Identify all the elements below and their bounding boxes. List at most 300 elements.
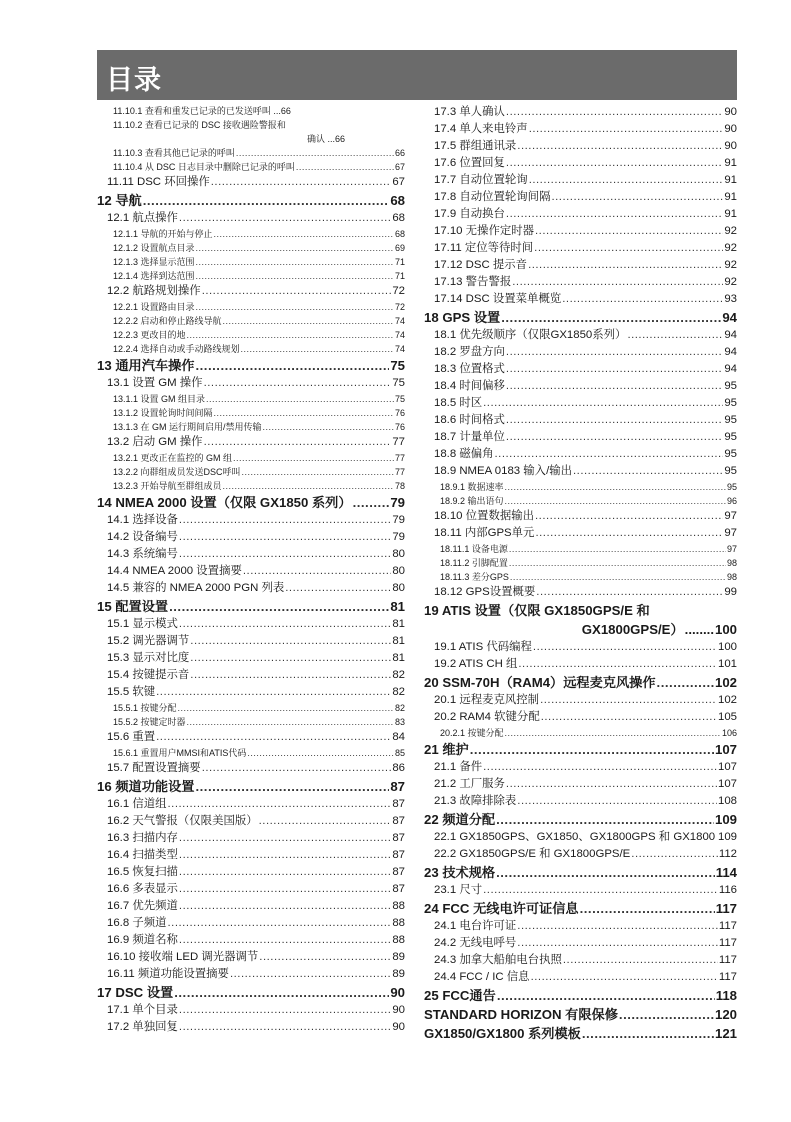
toc-chapter-entry[interactable]: [424, 1005, 737, 1024]
toc-entry-page: 66: [280, 106, 291, 116]
toc-entry-title: 13.2.3 开始导航至群组成员: [113, 481, 222, 491]
toc-entry[interactable]: [97, 434, 405, 451]
toc-chapter-entry[interactable]: [97, 356, 405, 375]
toc-entry-page: 90: [392, 1004, 405, 1016]
toc-entry-page: 72: [394, 302, 405, 312]
toc-chapter-entry[interactable]: [97, 777, 405, 796]
toc-dot-leader: [179, 830, 391, 847]
toc-entry-continuation[interactable]: [424, 620, 737, 639]
toc-entry-title: 17.13 警告警报: [434, 276, 512, 288]
toc-entry[interactable]: [97, 633, 405, 650]
toc-entry[interactable]: [424, 446, 737, 463]
toc-entry[interactable]: [424, 172, 737, 189]
toc-entry-title: 18.5 时区: [434, 397, 483, 409]
toc-entry-page: 117: [718, 954, 737, 966]
toc-entry[interactable]: [424, 361, 737, 378]
toc-entry-title: 14.2 设备编号: [107, 531, 178, 543]
toc-entry-page: 87: [392, 883, 405, 895]
toc-entry[interactable]: [97, 580, 405, 597]
toc-entry[interactable]: [97, 684, 405, 701]
toc-dot-leader: [517, 935, 718, 952]
toc-dot-leader: [540, 692, 717, 709]
toc-dot-leader: [156, 684, 391, 701]
toc-chapter-entry[interactable]: [424, 810, 737, 829]
toc-entry[interactable]: [97, 729, 405, 746]
toc-entry[interactable]: [97, 406, 405, 420]
toc-dot-leader: [168, 796, 392, 813]
toc-entry-page: 81: [392, 635, 405, 647]
toc-entry[interactable]: [424, 656, 737, 673]
toc-dot-leader: [535, 508, 723, 525]
toc-entry-page: 87: [392, 798, 405, 810]
toc-entry-page: 95: [724, 397, 737, 409]
toc-chapter-entry[interactable]: [424, 740, 737, 759]
toc-entry[interactable]: [97, 1002, 405, 1019]
toc-entry-page: 88: [392, 917, 405, 929]
toc-entry[interactable]: [97, 269, 405, 283]
toc-entry[interactable]: [97, 210, 405, 227]
toc-entry-title: 20.2.1 按键分配: [440, 728, 504, 738]
toc-dot-leader: [169, 597, 389, 616]
toc-entry-page: 97: [724, 527, 737, 539]
toc-chapter-entry[interactable]: [97, 983, 405, 1002]
toc-dot-leader: [143, 191, 390, 210]
toc-entry[interactable]: [97, 160, 405, 174]
toc-entry[interactable]: [97, 847, 405, 864]
toc-entry[interactable]: [97, 746, 405, 760]
toc-entry[interactable]: [97, 420, 405, 434]
toc-entry-title: 12 导航: [97, 193, 142, 208]
toc-dot-leader: [190, 667, 391, 684]
toc-entry-page: 81: [392, 652, 405, 664]
toc-entry-title: 15.7 配置设置摘要: [107, 762, 201, 774]
toc-dot-leader: [196, 241, 394, 255]
toc-dot-leader: [230, 966, 391, 983]
toc-entry-page: 75: [392, 377, 405, 389]
toc-entry[interactable]: [424, 759, 737, 776]
toc-entry[interactable]: [97, 1019, 405, 1036]
toc-dot-leader: [657, 673, 714, 692]
toc-entry[interactable]: [97, 328, 405, 342]
toc-entry-page: 87: [392, 832, 405, 844]
toc-dot-leader: [506, 104, 723, 121]
toc-entry[interactable]: [424, 829, 737, 846]
toc-entry-title: 15.3 显示对比度: [107, 652, 190, 664]
toc-entry[interactable]: [97, 479, 405, 493]
toc-entry[interactable]: [424, 480, 737, 494]
toc-entry-page: 66: [394, 148, 405, 158]
toc-entry-page: 98: [726, 572, 737, 582]
toc-entry[interactable]: [424, 257, 737, 274]
toc-entry[interactable]: [97, 283, 405, 300]
toc-entry-page: 89: [392, 951, 405, 963]
toc-entry[interactable]: [97, 650, 405, 667]
toc-entry-title: 18.7 计量单位: [434, 431, 505, 443]
toc-dot-leader: [496, 863, 715, 882]
toc-entry[interactable]: [424, 223, 737, 240]
toc-dot-leader: [685, 620, 714, 639]
toc-entry-page: 91: [724, 157, 737, 169]
toc-entry-page: 68: [394, 229, 405, 239]
toc-dot-leader: [223, 479, 394, 493]
toc-entry-page: 84: [392, 731, 405, 743]
toc-entry-title: 22 频道分配: [424, 812, 496, 827]
toc-entry[interactable]: [424, 463, 737, 480]
toc-entry-page: 95: [726, 482, 737, 492]
toc-entry-page: 77: [392, 436, 405, 448]
toc-entry[interactable]: [424, 395, 737, 412]
toc-chapter-entry[interactable]: [424, 601, 737, 620]
toc-dot-leader: [529, 121, 724, 138]
toc-entry-page: 82: [394, 703, 405, 713]
toc-entry-title: 11.10.2 查看已记录的 DSC 接收遇险警报和: [113, 120, 286, 130]
toc-entry-page: 112: [718, 848, 737, 860]
toc-dot-leader: [223, 314, 394, 328]
toc-entry-title: 15.1 显示模式: [107, 618, 178, 630]
toc-dot-leader: [518, 656, 717, 673]
toc-dot-leader: [179, 1019, 391, 1036]
toc-entry[interactable]: [97, 300, 405, 314]
toc-entry[interactable]: [97, 667, 405, 684]
toc-entry-title: 17.5 群组通讯录: [434, 140, 517, 152]
toc-entry[interactable]: [424, 274, 737, 291]
toc-entry-title: 21.1 备件: [434, 761, 483, 773]
toc-entry-title: 21.2 工厂服务: [434, 778, 505, 790]
toc-dot-leader: [353, 493, 390, 512]
toc-entry[interactable]: [424, 155, 737, 172]
toc-entry-title: 15.6 重置: [107, 731, 156, 743]
toc-entry-title: 13.2 启动 GM 操作: [107, 436, 203, 448]
toc-entry-page: 90: [724, 140, 737, 152]
toc-dot-leader: [195, 777, 389, 796]
toc-entry[interactable]: [424, 429, 737, 446]
toc-dot-leader: [535, 223, 723, 240]
toc-entry[interactable]: [97, 174, 405, 191]
toc-entry-title: 19.1 ATIS 代码编程: [434, 641, 532, 653]
toc-entry[interactable]: [424, 556, 737, 570]
toc-entry[interactable]: [424, 525, 737, 542]
toc-entry-title: 18.9.1 数据速率: [440, 482, 504, 492]
toc-entry-page: 106: [721, 728, 737, 738]
toc-entry[interactable]: [97, 146, 405, 160]
toc-entry-title: 18.8 磁偏角: [434, 448, 494, 460]
toc-entry[interactable]: [424, 935, 737, 952]
toc-entry[interactable]: [424, 882, 737, 899]
toc-entry-title: 14.1 选择设备: [107, 514, 178, 526]
toc-dot-leader: [259, 813, 392, 830]
toc-dot-leader: [505, 494, 726, 508]
toc-entry-title: 16.11 频道功能设置摘要: [107, 968, 229, 980]
toc-entry[interactable]: [424, 344, 737, 361]
toc-entry-page: 82: [392, 686, 405, 698]
toc-entry-title: 12.2 航路规划操作: [107, 285, 201, 297]
toc-entry-page: 80: [392, 582, 405, 594]
toc-chapter-entry[interactable]: [424, 1024, 737, 1043]
toc-entry-page: 94: [724, 346, 737, 358]
toc-entry[interactable]: [97, 104, 405, 118]
toc-entry[interactable]: [97, 227, 405, 241]
toc-entry-page: 118: [715, 988, 737, 1003]
toc-entry-title: 24.4 FCC / IC 信息: [434, 971, 530, 983]
toc-entry-page: 80: [392, 548, 405, 560]
toc-dot-leader: [505, 480, 726, 494]
toc-entry[interactable]: [97, 949, 405, 966]
toc-entry-title: 16.5 恢复扫描: [107, 866, 178, 878]
toc-dot-leader: [156, 729, 391, 746]
toc-entry[interactable]: [97, 241, 405, 255]
toc-chapter-entry[interactable]: [424, 899, 737, 918]
toc-entry-title: 11.10.4 从 DSC 日志目录中删除已记录的呼叫: [113, 162, 295, 172]
toc-entry-title: 19.2 ATIS CH 组: [434, 658, 518, 670]
toc-dot-leader: [190, 650, 391, 667]
toc-column-left: [97, 104, 405, 1036]
toc-entry[interactable]: [424, 570, 737, 584]
toc-entry-page: 86: [392, 762, 405, 774]
toc-entry[interactable]: [97, 898, 405, 915]
toc-entry-title: 11.11 DSC 环回操作: [107, 176, 210, 188]
toc-chapter-entry[interactable]: [97, 191, 405, 210]
toc-entry[interactable]: [424, 584, 737, 601]
toc-entry[interactable]: [424, 508, 737, 525]
toc-dot-leader: [534, 240, 723, 257]
toc-dot-leader: [496, 810, 714, 829]
toc-entry[interactable]: [424, 189, 737, 206]
toc-entry-page: 92: [724, 225, 737, 237]
toc-dot-leader: [174, 983, 389, 1002]
toc-dot-leader: [627, 327, 723, 344]
toc-entry-title: 20 SSM-70H（RAM4）远程麦克风操作: [424, 675, 656, 690]
toc-dot-leader: [211, 174, 392, 191]
toc-entry-title: 14.5 兼容的 NMEA 2000 PGN 列表: [107, 582, 285, 594]
toc-entry-page: 91: [724, 174, 737, 186]
toc-entry-page: 79: [392, 514, 405, 526]
toc-dot-leader: [506, 378, 723, 395]
toc-dot-leader: [517, 138, 723, 155]
toc-chapter-entry[interactable]: [424, 863, 737, 882]
toc-entry[interactable]: [424, 639, 737, 656]
toc-dot-leader: [195, 356, 389, 375]
toc-dot-leader: [179, 1002, 391, 1019]
toc-entry[interactable]: [424, 542, 737, 556]
toc-chapter-entry[interactable]: [97, 597, 405, 616]
toc-entry[interactable]: [97, 796, 405, 813]
toc-entry[interactable]: [424, 291, 737, 308]
toc-entry[interactable]: [97, 881, 405, 898]
toc-entry-page: 88: [392, 900, 405, 912]
toc-entry[interactable]: [97, 966, 405, 983]
toc-entry-continuation[interactable]: [97, 132, 405, 146]
toc-entry-page: 68: [392, 212, 405, 224]
toc-entry[interactable]: [424, 726, 737, 740]
toc-entry[interactable]: [424, 692, 737, 709]
toc-entry-title: 20.1 远程麦克风控制: [434, 694, 540, 706]
toc-entry-page: 87: [392, 866, 405, 878]
toc-entry[interactable]: [424, 846, 737, 863]
toc-entry-page: 94: [724, 329, 737, 341]
toc-entry-page: 76: [394, 408, 405, 418]
toc-entry[interactable]: [424, 121, 737, 138]
toc-entry[interactable]: [424, 952, 737, 969]
toc-dot-leader: [196, 300, 394, 314]
toc-entry-page: 100: [714, 622, 737, 637]
toc-entry[interactable]: [97, 701, 405, 715]
toc-entry-title: 24.1 电台许可证: [434, 920, 517, 932]
toc-dot-leader: [236, 146, 394, 160]
toc-entry-page: 109: [717, 831, 737, 843]
toc-entry-page: 120: [714, 1007, 737, 1022]
toc-entry-title: 15.5 软键: [107, 686, 156, 698]
toc-entry[interactable]: [97, 715, 405, 729]
toc-entry-title: 17.8 自动位置轮询间隔: [434, 191, 551, 203]
toc-entry[interactable]: [97, 512, 405, 529]
toc-entry-page: 82: [392, 669, 405, 681]
toc-dot-leader: [259, 949, 391, 966]
toc-dot-leader: [505, 726, 721, 740]
toc-entry[interactable]: [424, 969, 737, 986]
toc-entry[interactable]: [97, 813, 405, 830]
toc-entry-title: 25 FCC通告: [424, 988, 496, 1003]
toc-dot-leader: [214, 227, 394, 241]
toc-header-bar: [97, 50, 737, 100]
toc-entry[interactable]: [424, 918, 737, 935]
toc-dot-leader: [243, 563, 391, 580]
toc-entry-page: 85: [394, 748, 405, 758]
toc-entry-title: 19 ATIS 设置（仅限 GX1850GPS/E 和: [424, 603, 650, 618]
toc-entry-title: 17.3 单人确认: [434, 106, 505, 118]
toc-entry-page: 107: [714, 742, 737, 757]
toc-entry-title: 12.2.1 设置路由目录: [113, 302, 195, 312]
toc-dot-leader: [541, 709, 717, 726]
toc-entry-page: 97: [724, 510, 737, 522]
toc-entry[interactable]: [424, 327, 737, 344]
toc-entry[interactable]: [97, 118, 405, 132]
toc-entry-page: 93: [724, 293, 737, 305]
toc-entry-title: 14.4 NMEA 2000 设置摘要: [107, 565, 242, 577]
toc-entry-page: 77: [394, 453, 405, 463]
toc-entry-page: 71: [394, 257, 405, 267]
toc-entry-title: 15.6.1 重置用户MMSI和ATIS代码: [113, 748, 247, 758]
toc-dot-leader: [580, 899, 715, 918]
toc-entry-page: 102: [717, 694, 737, 706]
toc-chapter-entry[interactable]: [424, 986, 737, 1005]
toc-entry[interactable]: [424, 793, 737, 810]
toc-entry[interactable]: [97, 864, 405, 881]
toc-dot-leader: [510, 570, 726, 584]
toc-entry[interactable]: [97, 915, 405, 932]
toc-entry-page: 88: [392, 934, 405, 946]
toc-entry[interactable]: [97, 760, 405, 777]
toc-entry-page: 105: [717, 711, 737, 723]
toc-entry-title: 20.2 RAM4 软键分配: [434, 711, 540, 723]
toc-entry[interactable]: [424, 709, 737, 726]
toc-entry-page: 100: [717, 641, 737, 653]
toc-dot-leader: [179, 210, 391, 227]
toc-entry[interactable]: [97, 375, 405, 392]
toc-dot-leader: [512, 274, 723, 291]
toc-entry[interactable]: [97, 830, 405, 847]
toc-entry-title: 17.2 单独回复: [107, 1021, 178, 1033]
toc-dot-leader: [247, 746, 394, 760]
toc-entry-page: 107: [717, 778, 737, 790]
toc-entry[interactable]: [97, 616, 405, 633]
toc-entry-page: 75: [394, 394, 405, 404]
toc-entry-title: 12.1 航点操作: [107, 212, 178, 224]
toc-entry-page: 90: [392, 1021, 405, 1033]
toc-entry[interactable]: [424, 776, 737, 793]
toc-entry-title: 16.4 扫描类型: [107, 849, 178, 861]
toc-entry-title: 确认 ...: [306, 134, 335, 144]
toc-entry-page: 89: [392, 968, 405, 980]
toc-entry[interactable]: [97, 342, 405, 356]
toc-entry-title: 12.2.3 更改目的地: [113, 330, 186, 340]
toc-entry[interactable]: [97, 529, 405, 546]
toc-dot-leader: [190, 633, 391, 650]
toc-entry-title: 18.9.2 输出语句: [440, 496, 504, 506]
toc-dot-leader: [506, 429, 723, 446]
toc-entry-page: 114: [715, 865, 737, 880]
toc-dot-leader: [296, 160, 394, 174]
toc-entry-page: 76: [394, 422, 405, 432]
toc-entry[interactable]: [97, 465, 405, 479]
toc-entry-title: 17.7 自动位置轮询: [434, 174, 528, 186]
toc-entry-page: 95: [724, 414, 737, 426]
toc-entry-title: 18.6 时间格式: [434, 414, 505, 426]
toc-entry-title: 14.3 系统编号: [107, 548, 178, 560]
toc-entry[interactable]: [97, 392, 405, 406]
toc-column-right: [424, 104, 737, 1043]
toc-dot-leader: [179, 898, 391, 915]
toc-entry[interactable]: [424, 240, 737, 257]
toc-entry[interactable]: [97, 546, 405, 563]
toc-dot-leader: [495, 446, 724, 463]
toc-entry-title: 13.2.1 更改正在监控的 GM 组: [113, 453, 233, 463]
toc-entry[interactable]: [97, 451, 405, 465]
toc-entry-page: 107: [717, 761, 737, 773]
toc-chapter-entry[interactable]: [97, 493, 405, 512]
toc-entry-page: 83: [394, 717, 405, 727]
toc-dot-leader: [206, 392, 394, 406]
toc-entry-page: 92: [724, 276, 737, 288]
toc-entry[interactable]: [424, 138, 737, 155]
toc-dot-leader: [202, 283, 392, 300]
toc-entry-page: 87: [392, 815, 405, 827]
toc-entry-title: 17.6 位置回复: [434, 157, 505, 169]
toc-dot-leader: [506, 361, 723, 378]
toc-entry-page: 121: [714, 1026, 737, 1041]
toc-entry[interactable]: [97, 314, 405, 328]
toc-entry[interactable]: [97, 563, 405, 580]
toc-entry[interactable]: [424, 104, 737, 121]
toc-chapter-entry[interactable]: [424, 308, 737, 327]
toc-entry-page: 97: [726, 544, 737, 554]
toc-entry-page: 81: [390, 599, 405, 614]
toc-chapter-entry[interactable]: [424, 673, 737, 692]
toc-entry[interactable]: [424, 206, 737, 223]
toc-entry-page: 74: [394, 316, 405, 326]
toc-entry[interactable]: [97, 932, 405, 949]
toc-entry-page: 101: [717, 658, 737, 670]
toc-dot-leader: [233, 451, 394, 465]
toc-entry-page: 69: [394, 243, 405, 253]
toc-entry-title: 18.10 位置数据输出: [434, 510, 535, 522]
toc-entry[interactable]: [424, 412, 737, 429]
toc-entry-title: 13.1.1 设置 GM 组目录: [113, 394, 206, 404]
toc-entry[interactable]: [424, 378, 737, 395]
toc-entry-title: 12.1.2 设置航点目录: [113, 243, 195, 253]
toc-entry[interactable]: [97, 255, 405, 269]
toc-entry[interactable]: [424, 494, 737, 508]
toc-entry-title: 17.9 自动换台: [434, 208, 505, 220]
